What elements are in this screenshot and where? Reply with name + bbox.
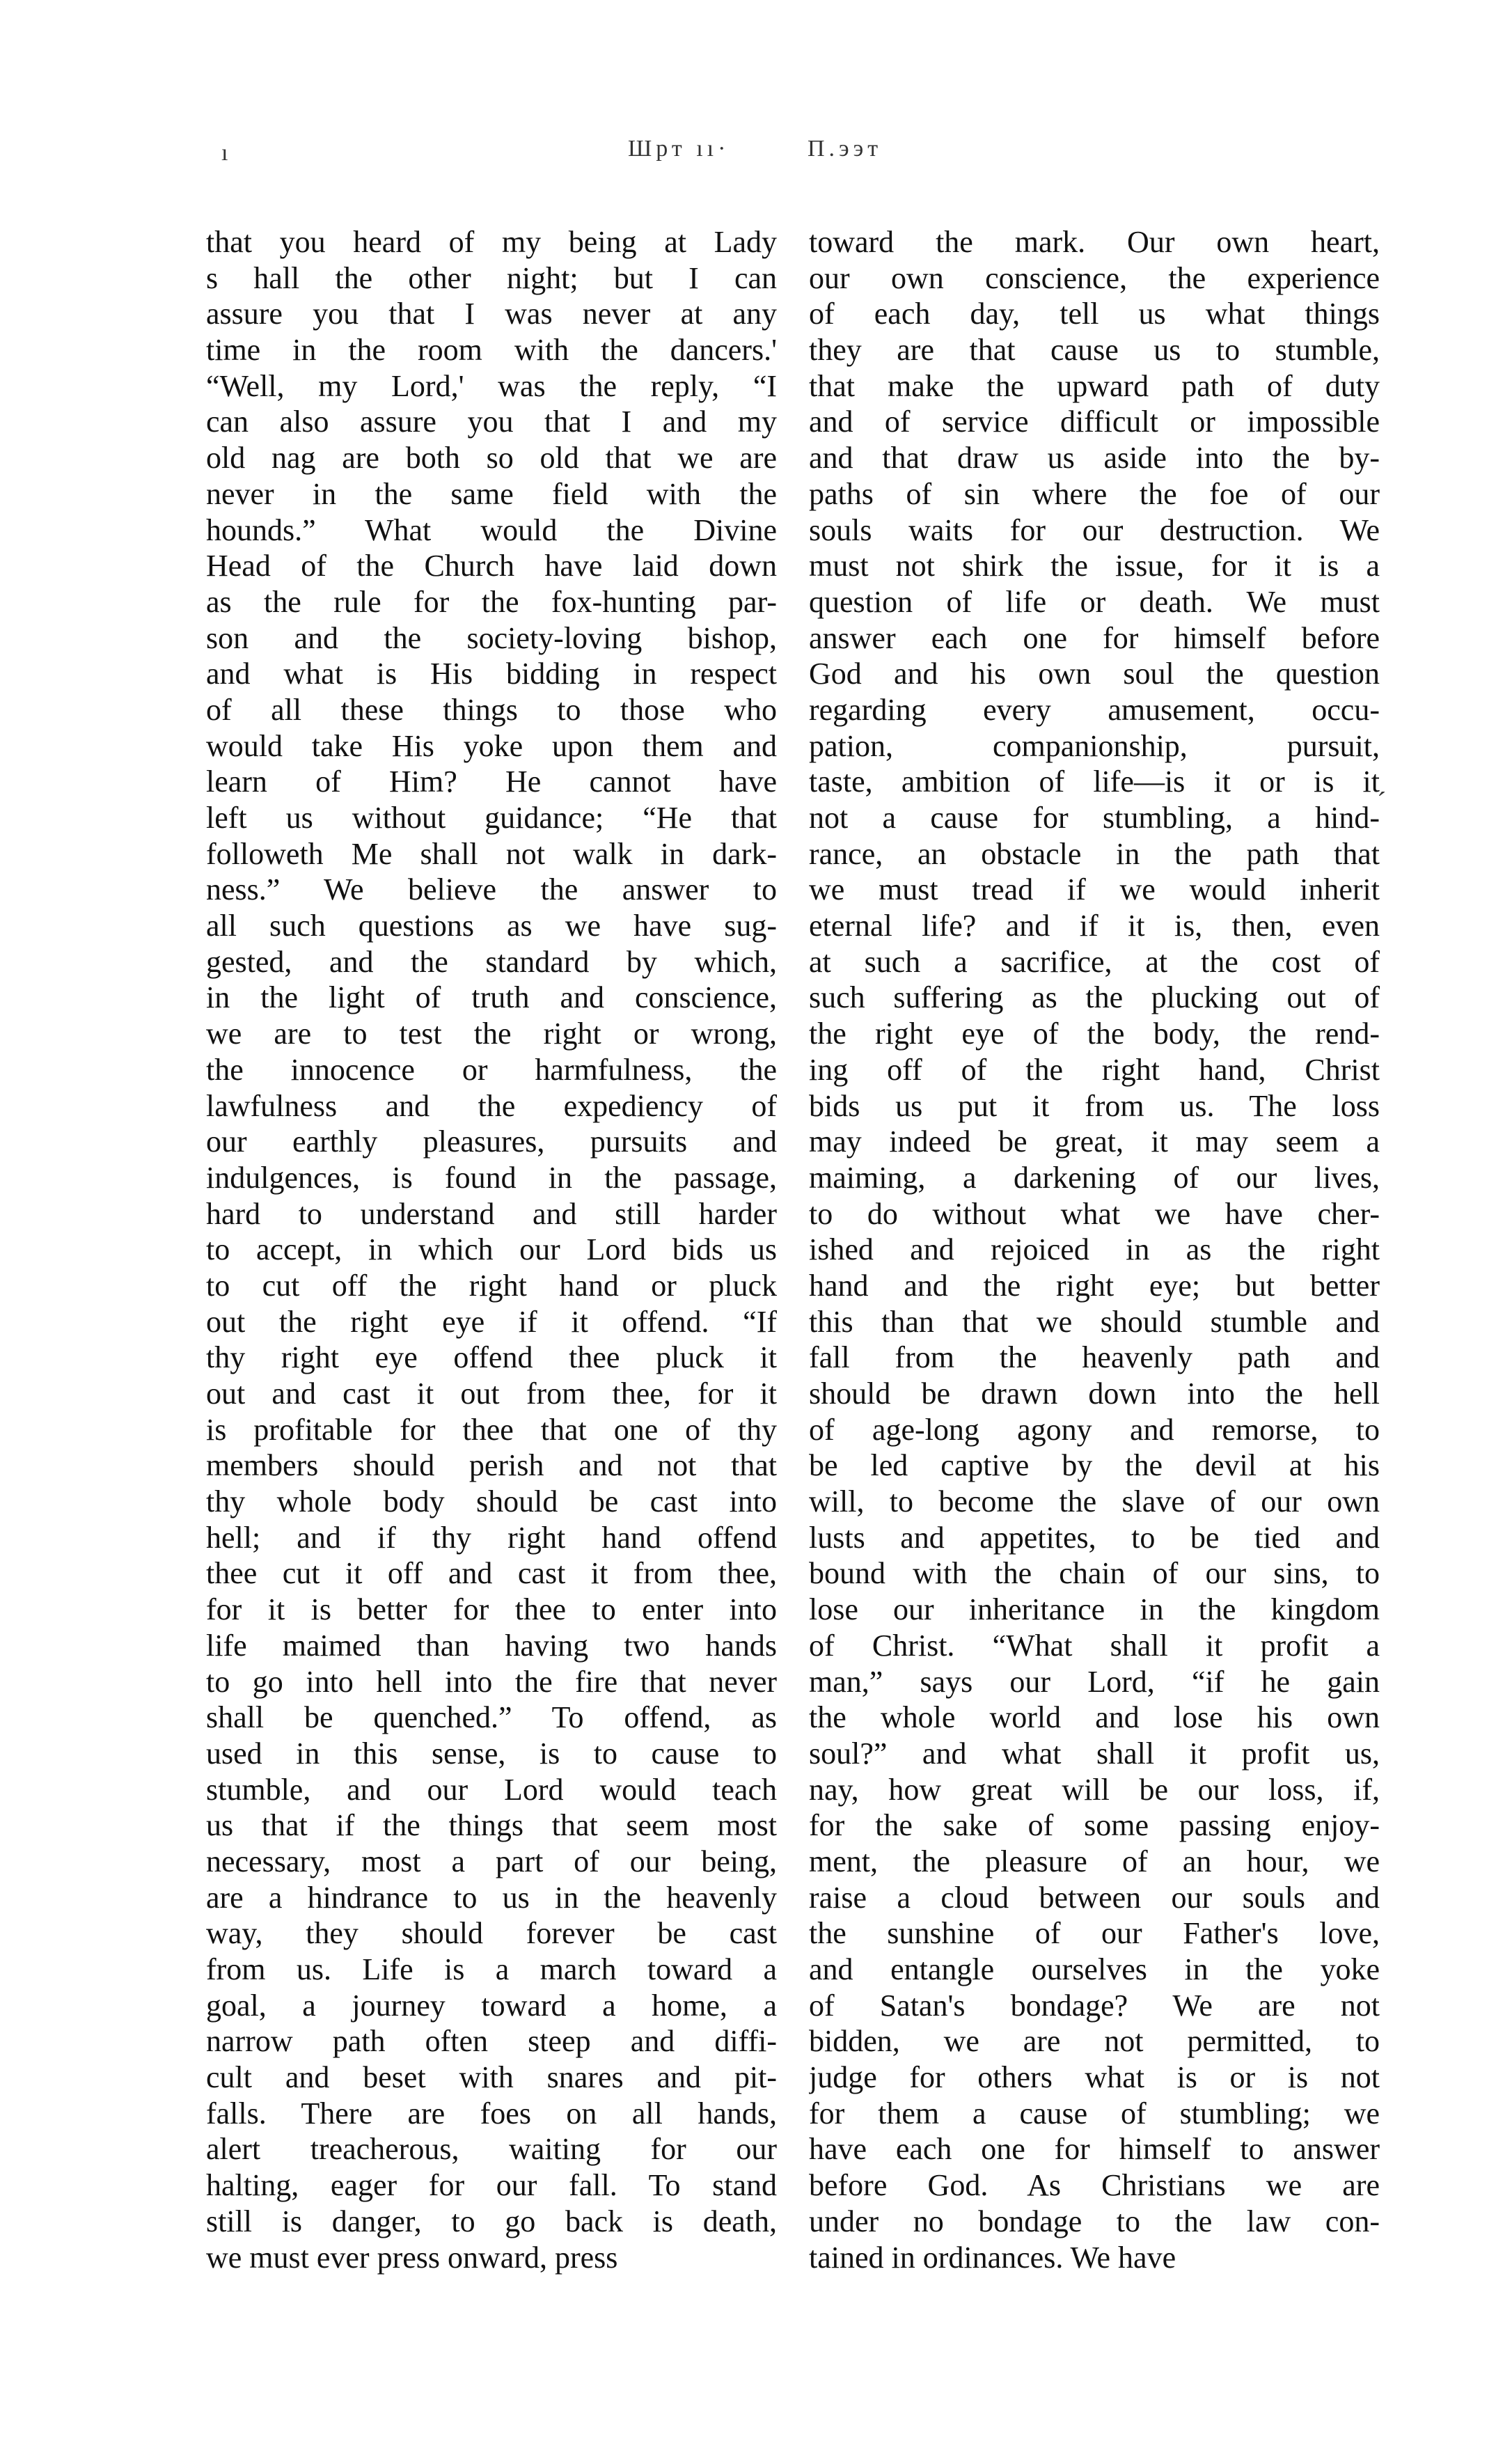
text-line: son and the society-loving bishop,: [206, 620, 777, 655]
left-column: [206, 224, 777, 2275]
text-line: our earthly pleasures, pursuits and: [206, 1124, 777, 1159]
text-line: is profitable for thee that one of thy: [206, 1412, 777, 1447]
text-line: of age-long agony and remorse, to: [809, 1412, 1380, 1447]
text-line: Head of the Church have laid down: [206, 549, 777, 583]
text-line: time in the room with the dancers.': [206, 333, 777, 368]
text-line: the innocence or harmfulness, the: [206, 1052, 777, 1087]
text-line: goal, a journey toward a home, a: [206, 1988, 777, 2023]
text-line: are a hindrance to us in the heavenly: [206, 1880, 777, 1915]
text-line: toward the mark. Our own heart,: [809, 225, 1380, 259]
text-line: question of life or death. We must: [809, 584, 1380, 619]
text-line: gested, and the standard by which,: [206, 944, 777, 979]
text-line: this than that we should stumble and: [809, 1304, 1380, 1339]
text-line: life maimed than having two hands: [206, 1628, 777, 1663]
text-line: tained in ordinances. We have: [809, 2240, 1176, 2275]
running-header: [0, 136, 1512, 178]
text-line: old nag are both so old that we are: [206, 441, 777, 476]
text-line: of all these things to those who: [206, 692, 777, 727]
text-line: all such questions as we have sug-: [206, 909, 777, 943]
text-line: cult and beset with snares and pit-: [206, 2060, 777, 2095]
text-line: ment, the pleasure of an hour, we: [809, 1844, 1380, 1878]
text-line: have each one for himself to answer: [809, 2132, 1380, 2167]
text-line: will, to become the slave of our own: [809, 1484, 1380, 1519]
header-title-right: П.ээт: [808, 136, 883, 162]
text-line: at such a sacrifice, at the cost of: [809, 944, 1380, 979]
text-line: and that draw us aside into the by-: [809, 441, 1380, 476]
text-line: may indeed be great, it may seem a: [809, 1124, 1380, 1159]
text-line: we are to test the right or wrong,: [206, 1017, 777, 1051]
text-line: out and cast it out from thee, for it: [206, 1376, 777, 1411]
text-line: such suffering as the plucking out of: [809, 980, 1380, 1015]
text-line: never in the same field with the: [206, 476, 777, 511]
text-line: paths of sin where the foe of our: [809, 476, 1380, 511]
text-line: would take His yoke upon them and: [206, 728, 777, 763]
text-line: and what is His bidding in respect: [206, 657, 777, 691]
text-line: indulgences, is found in the passage,: [206, 1160, 777, 1195]
text-line: in the light of truth and conscience,: [206, 980, 777, 1015]
text-line: to do without what we have cher-: [809, 1196, 1380, 1231]
text-line: ness.” We believe the answer to: [206, 872, 777, 907]
text-line: from us. Life is a march toward a: [206, 1952, 777, 1986]
text-line: bidden, we are not permitted, to: [809, 2024, 1380, 2059]
text-line: ished and rejoiced in as the right: [809, 1232, 1380, 1267]
text-line: used in this sense, is to cause to: [206, 1736, 777, 1771]
header-title-left: Шрт ıı·: [628, 136, 730, 162]
text-line: raise a cloud between our souls and: [809, 1880, 1380, 1915]
text-line: ing off of the right hand, Christ: [809, 1052, 1380, 1087]
text-line: way, they should forever be cast: [206, 1916, 777, 1951]
text-line: learn of Him? He cannot have: [206, 764, 777, 799]
text-line: pation, companionship, pursuit,: [809, 728, 1380, 763]
text-line: hand and the right eye; but better: [809, 1268, 1380, 1303]
text-line: to go into hell into the fire that never: [206, 1664, 777, 1699]
text-line: the whole world and lose his own: [809, 1700, 1380, 1735]
text-line: followeth Me shall not walk in dark-: [206, 836, 777, 871]
text-line: they are that cause us to stumble,: [809, 333, 1380, 368]
text-line: to accept, in which our Lord bids us: [206, 1232, 777, 1267]
text-line: must not shirk the issue, for it is a: [809, 549, 1380, 583]
text-line: not a cause for stumbling, a hind-: [809, 801, 1380, 835]
text-line: bound with the chain of our sins, to: [809, 1556, 1380, 1591]
text-line: s hall the other night; but I can: [206, 260, 777, 295]
text-line: be led captive by the devil at his: [809, 1448, 1380, 1483]
text-line: that make the upward path of duty: [809, 368, 1380, 403]
text-line: taste, ambition of life—is it or is it: [809, 764, 1380, 799]
text-line: “Well, my Lord,' was the reply, “I: [206, 368, 777, 403]
text-line: thy whole body should be cast into: [206, 1484, 777, 1519]
text-line: thee cut it off and cast it from thee,: [206, 1556, 777, 1591]
text-line: souls waits for our destruction. We: [809, 512, 1380, 547]
text-line: our own conscience, the experience: [809, 260, 1380, 295]
text-line: regarding every amusement, occu-: [809, 692, 1380, 727]
text-line: fall from the heavenly path and: [809, 1340, 1380, 1375]
text-line: rance, an obstacle in the path that: [809, 836, 1380, 871]
text-line: the right eye of the body, the rend-: [809, 1017, 1380, 1051]
text-line: before God. As Christians we are: [809, 2168, 1380, 2203]
text-line: out the right eye if it offend. “If: [206, 1304, 777, 1339]
text-line: alert treacherous, waiting for our: [206, 2132, 777, 2167]
margin-mark: ˊ: [1377, 786, 1387, 817]
text-line: of Christ. “What shall it profit a: [809, 1628, 1380, 1663]
text-line: eternal life? and if it is, then, even: [809, 909, 1380, 943]
text-line: can also assure you that I and my: [206, 405, 777, 439]
text-line: still is danger, to go back is death,: [206, 2204, 777, 2238]
text-line: members should perish and not that: [206, 1448, 777, 1483]
text-line: for it is better for thee to enter into: [206, 1592, 777, 1627]
text-line: answer each one for himself before: [809, 620, 1380, 655]
header-mark: ı: [221, 140, 233, 166]
text-line: under no bondage to the law con-: [809, 2204, 1380, 2238]
text-line: should be drawn down into the hell: [809, 1376, 1380, 1411]
text-line: judge for others what is or is not: [809, 2060, 1380, 2095]
text-line: God and his own soul the question: [809, 657, 1380, 691]
text-line: us that if the things that seem most: [206, 1808, 777, 1843]
text-line: man,” says our Lord, “if he gain: [809, 1664, 1380, 1699]
text-line: the sunshine of our Father's love,: [809, 1916, 1380, 1951]
text-line: halting, eager for our fall. To stand: [206, 2168, 777, 2203]
text-line: nay, how great will be our loss, if,: [809, 1772, 1380, 1807]
text-line: lose our inheritance in the kingdom: [809, 1592, 1380, 1627]
text-line: lawfulness and the expediency of: [206, 1088, 777, 1123]
right-column: [809, 224, 1380, 2275]
text-line: shall be quenched.” To offend, as: [206, 1700, 777, 1735]
text-line: that you heard of my being at Lady: [206, 225, 777, 259]
text-line: stumble, and our Lord would teach: [206, 1772, 777, 1807]
text-line: as the rule for the fox-hunting par-: [206, 584, 777, 619]
text-line: bids us put it from us. The loss: [809, 1088, 1380, 1123]
text-line: thy right eye offend thee pluck it: [206, 1340, 777, 1375]
text-line: necessary, most a part of our being,: [206, 1844, 777, 1878]
text-line: assure you that I was never at any: [206, 297, 777, 331]
text-line: hounds.” What would the Divine: [206, 512, 777, 547]
text-line: left us without guidance; “He that: [206, 801, 777, 835]
text-line: for them a cause of stumbling; we: [809, 2096, 1380, 2131]
text-line: and of service difficult or impossible: [809, 405, 1380, 439]
text-line: we must tread if we would inherit: [809, 872, 1380, 907]
text-line: hell; and if thy right hand offend: [206, 1520, 777, 1555]
text-line: hard to understand and still harder: [206, 1196, 777, 1231]
text-line: narrow path often steep and diffi-: [206, 2024, 777, 2059]
text-line: maiming, a darkening of our lives,: [809, 1160, 1380, 1195]
text-line: of Satan's bondage? We are not: [809, 1988, 1380, 2023]
text-line: soul?” and what shall it profit us,: [809, 1736, 1380, 1771]
text-line: we must ever press onward, press: [206, 2240, 618, 2275]
text-line: of each day, tell us what things: [809, 297, 1380, 331]
text-line: for the sake of some passing enjoy-: [809, 1808, 1380, 1843]
text-line: falls. There are foes on all hands,: [206, 2096, 777, 2131]
text-line: and entangle ourselves in the yoke: [809, 1952, 1380, 1986]
text-line: lusts and appetites, to be tied and: [809, 1520, 1380, 1555]
text-line: to cut off the right hand or pluck: [206, 1268, 777, 1303]
